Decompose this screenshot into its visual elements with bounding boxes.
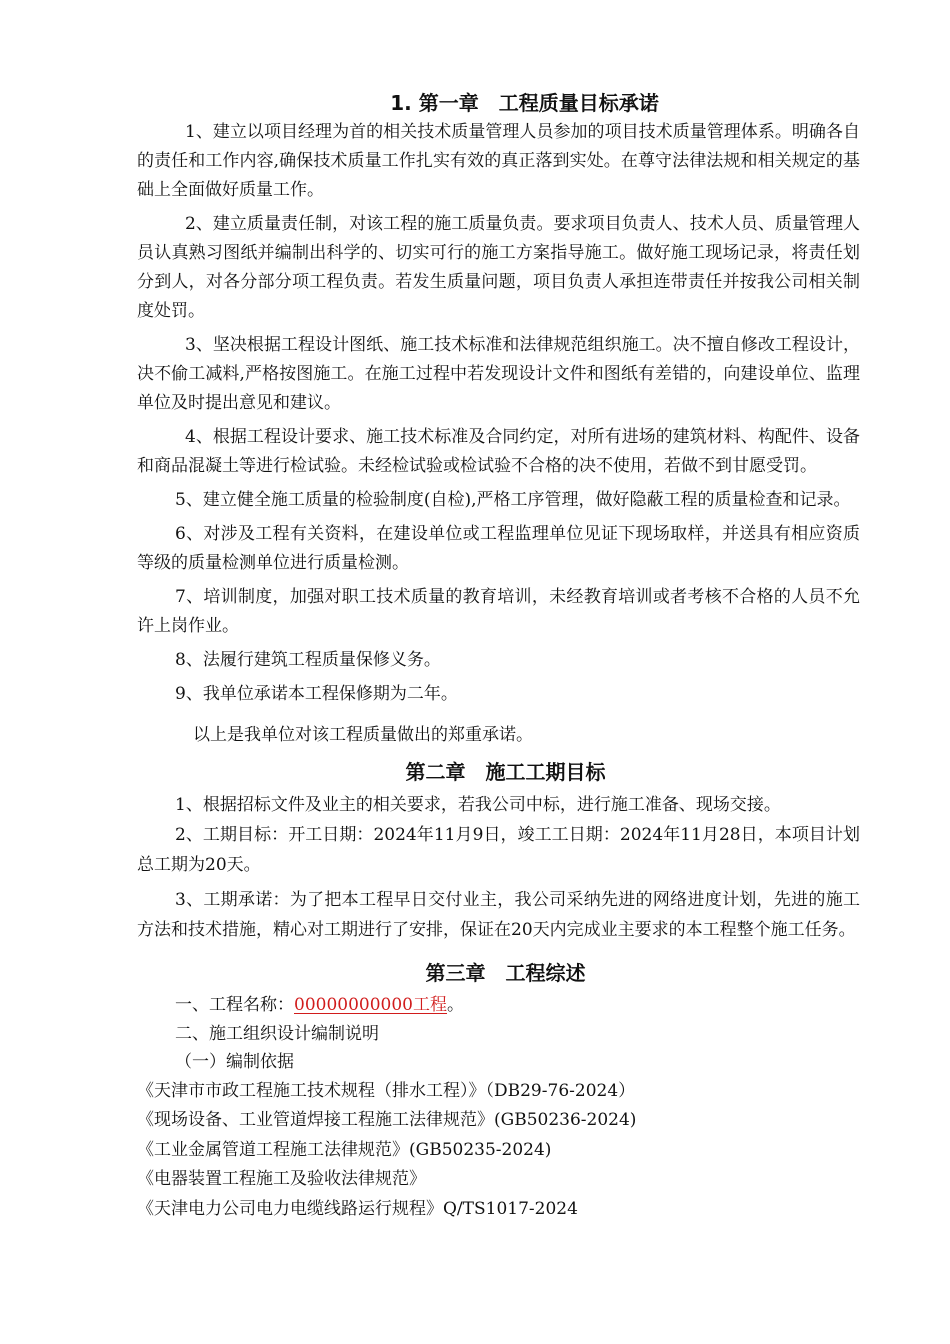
chapter1-item-9: 9、我单位承诺本工程保修期为二年。	[175, 684, 458, 704]
chapter2-title: 第二章 施工工期目标	[405, 760, 606, 784]
chapter1-body	[137, 118, 860, 750]
chapter1-closing: 以上是我单位对该工程质量做出的郑重承诺。	[193, 725, 533, 745]
chapter2-item-1: 1、根据招标文件及业主的相关要求，若我公司中标，进行施工准备、现场交接。	[175, 795, 781, 815]
reference-item: 《工业金属管道工程施工法律规范》(GB50235-2024)	[137, 1139, 552, 1160]
chapter1-item-4: 4、根据工程设计要求、施工技术标准及合同约定，对所有进场的建筑材料、构配件、设备和商品混凝土等进行检试验。未经检试验或检试验不合格的决不使用，若做不到甘愿受罚。	[137, 427, 860, 476]
chapter2-item-2: 2、工期目标：开工日期：2024年11月9日，竣工工日期：2024年11月28日，本项目计划总工期为20天。	[137, 825, 860, 875]
project-name-value: 00000000000工程	[294, 995, 447, 1015]
chapter3-body	[137, 991, 860, 1224]
chapter1-item-2: 2、建立质量责任制，对该工程的施工质量负责。要求项目负责人、技术人员、质量管理人员认真熟习图纸并编制出科学的、切实可行的施工方案指导施工。做好施工现场记录，将责任划分到人，对各分部分项工程负责。若发生质量问题，项目负责人承担连带责任并按我公司相关制度处罚。	[137, 214, 860, 321]
chapter1-item-6: 6、对涉及工程有关资料，在建设单位或工程监理单位见证下现场取样，并送具有相应资质等级的质量检测单位进行质量检测。	[137, 524, 860, 573]
chapter2-body	[137, 790, 860, 945]
section-compilation-notes: 二、施工组织设计编制说明	[175, 1023, 379, 1044]
chapter3-title: 第三章 工程综述	[425, 961, 586, 985]
chapter1-item-5: 5、建立健全施工质量的检验制度(自检),严格工序管理，做好隐蔽工程的质量检查和记录。	[175, 490, 851, 510]
chapter1-item-1: 1、建立以项目经理为首的相关技术质量管理人员参加的项目技术质量管理体系。明确各自的责任和工作内容,确保技术质量工作扎实有效的真正落到实处。在尊守法律法规和相关规定的基础上全面做好质量工作。	[137, 122, 860, 200]
reference-item: 《现场设备、工业管道焊接工程施工法律规范》(GB50236-2024)	[137, 1110, 637, 1130]
reference-item: 《电器装置工程施工及验收法律规范》	[137, 1169, 426, 1189]
project-name-label: 一、工程名称：	[175, 995, 294, 1015]
project-name-line	[137, 991, 860, 1020]
reference-item: 《天津电力公司电力电缆线路运行规程》Q/TS1017-2024	[137, 1198, 578, 1219]
chapter1-item-3: 3、坚决根据工程设计图纸、施工技术标准和法律规范组织施工。决不擅自修改工程设计，决不偷工减料,严格按图施工。在施工过程中若发现设计文件和图纸有差错的，向建设单位、监理单位及时提出意见和建议。	[137, 335, 860, 413]
chapter1-title: 1. 第一章 工程质量目标承诺	[390, 91, 659, 115]
basis-title: （一）编制依据	[175, 1052, 294, 1072]
project-name-suffix: 。	[446, 995, 464, 1015]
reference-item: 《天津市市政工程施工技术规程（排水工程）》（DB29-76-2024）	[137, 1080, 636, 1101]
chapter1-item-7: 7、培训制度，加强对职工技术质量的教育培训，未经教育培训或者考核不合格的人员不允许上岗作业。	[137, 587, 860, 636]
chapter1-item-8: 8、法履行建筑工程质量保修义务。	[175, 650, 441, 670]
chapter2-item-3: 3、工期承诺：为了把本工程早日交付业主，我公司采纳先进的网络进度计划，先进的施工方法和技术措施，精心对工期进行了安排，保证在20天内完成业主要求的本工程整个施工任务。	[137, 890, 860, 940]
